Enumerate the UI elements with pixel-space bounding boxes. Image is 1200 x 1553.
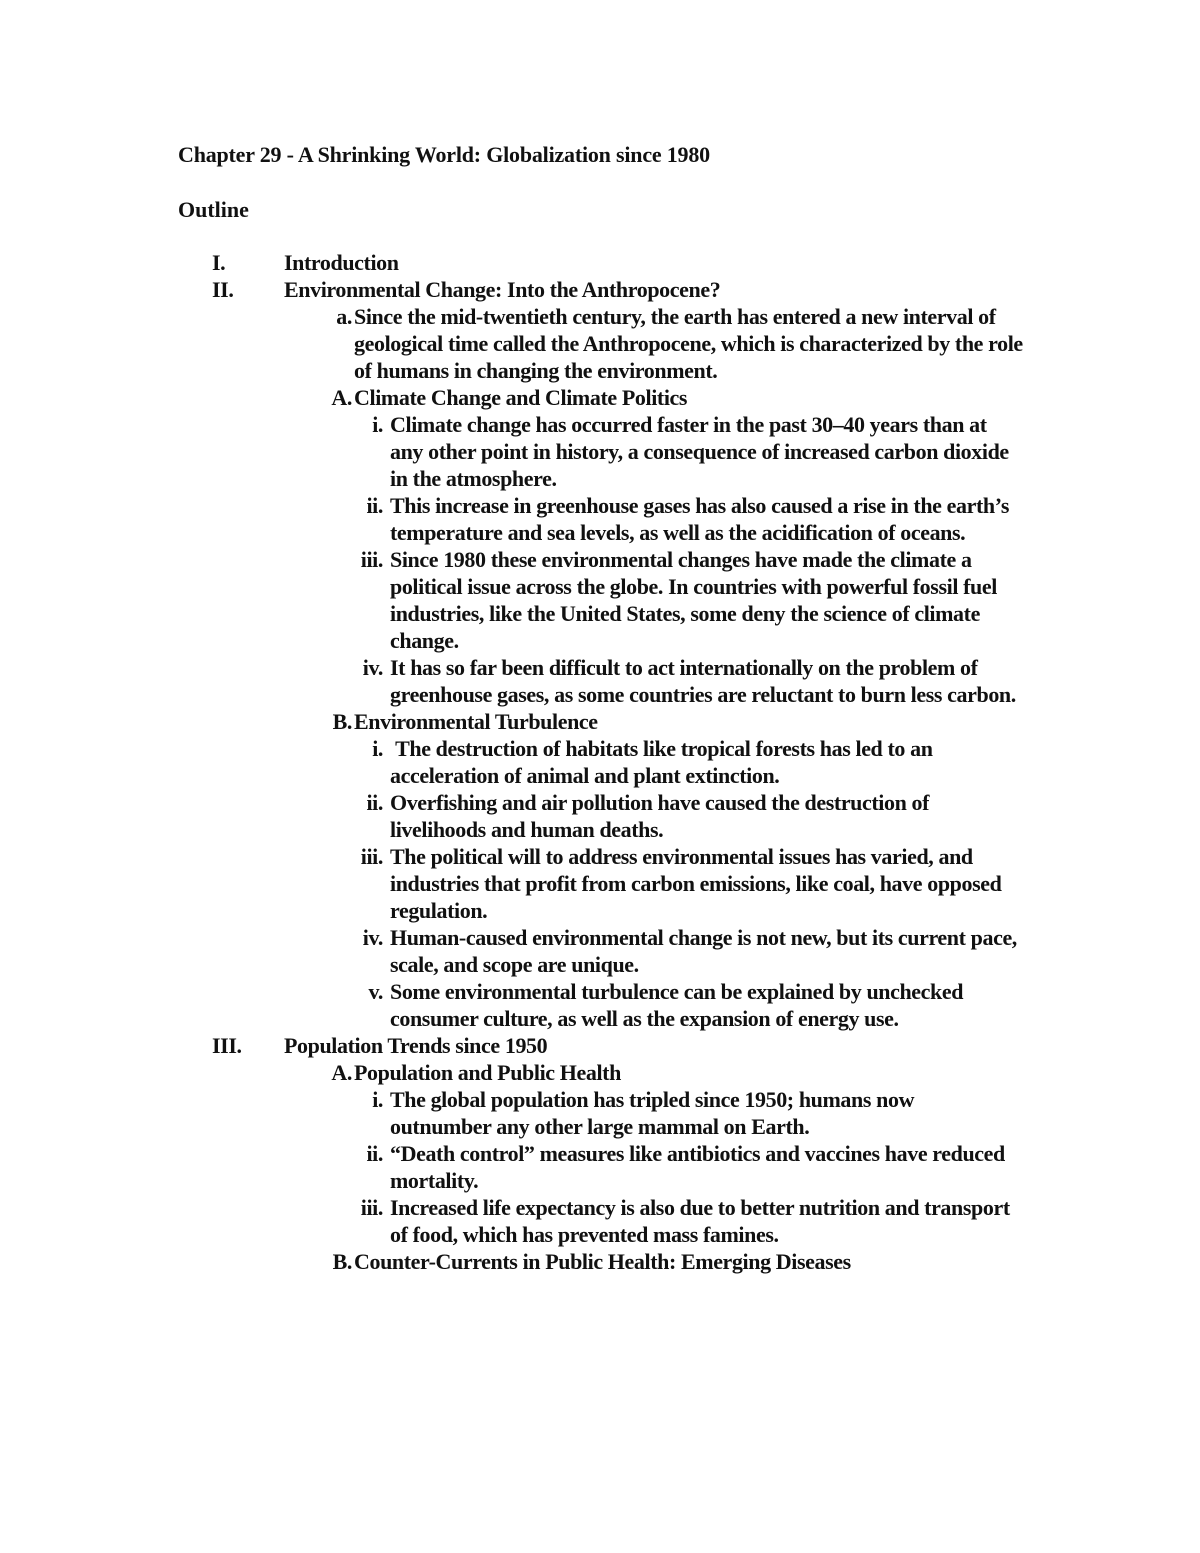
subsection-heading: Population and Public Health [354, 1060, 621, 1085]
point-marker: i. [372, 736, 383, 761]
outline-list [0, 249, 1200, 1275]
section-heading: Introduction [284, 250, 399, 275]
outline-point [0, 1194, 1200, 1248]
outline-point [0, 978, 1200, 1032]
outline-point [0, 1086, 1200, 1140]
subsection-heading: Climate Change and Climate Politics [354, 385, 688, 410]
subsection-marker: B. [332, 1249, 352, 1274]
outline-point [0, 492, 1200, 546]
outline-point [0, 1140, 1200, 1194]
point-text: Some environmental turbulence can be explained by unchecked consumer culture, as well as the expansion of energy use. [390, 979, 964, 1031]
subsection-emerging-diseases [0, 1248, 1200, 1275]
point-text: Since 1980 these environmental changes have made the climate a political issue across the globe. In countries with powerful fossil fuel industries, like the United States, some deny the science of climate change. [390, 547, 997, 653]
point-marker: ii. [366, 790, 383, 815]
point-marker: iv. [362, 655, 383, 680]
outline-point [0, 735, 1200, 789]
subsection-marker: B. [332, 709, 352, 734]
subsection-climate-change [0, 384, 1200, 411]
point-marker: v. [368, 979, 383, 1004]
point-text: The destruction of habitats like tropical forests has led to an acceleration of animal and plant extinction. [390, 736, 938, 788]
subsection-heading: Environmental Turbulence [354, 709, 598, 734]
outline-point [0, 411, 1200, 492]
point-text: Human-caused environmental change is not new, but its current pace, scale, and scope are unique. [390, 925, 1017, 977]
subsection-environmental-turbulence [0, 708, 1200, 735]
point-text: The global population has tripled since 1950; humans now outnumber any other large mammal on Earth. [390, 1087, 915, 1139]
point-text: It has so far been difficult to act internationally on the problem of greenhouse gases, as some countries are reluctant to burn less carbon. [390, 655, 1016, 707]
outline-point [0, 924, 1200, 978]
point-text: Overfishing and air pollution have caused the destruction of livelihoods and human deaths. [390, 790, 930, 842]
point-marker: ii. [366, 1141, 383, 1166]
item-marker: a. [336, 304, 352, 329]
section-population-trends [0, 1032, 1200, 1059]
outline-heading: Outline [178, 197, 249, 222]
outline-point [0, 654, 1200, 708]
point-marker: ii. [366, 493, 383, 518]
point-text: Climate change has occurred faster in the past 30–40 years than at any other point in history, a consequence of increased carbon dioxide in the atmosphere. [390, 412, 1009, 491]
item-text: Since the mid-twentieth century, the earth has entered a new interval of geological time called the Anthropocene, which is characterized by the role of humans in changing the environment. [354, 304, 1023, 383]
outline-point [0, 789, 1200, 843]
point-marker: iii. [360, 1195, 383, 1220]
outline-point [0, 843, 1200, 924]
subsection-heading: Counter-Currents in Public Health: Emerging Diseases [354, 1249, 851, 1274]
section-marker: III. [212, 1033, 242, 1058]
point-marker: i. [372, 412, 383, 437]
point-text: “Death control” measures like antibiotics and vaccines have reduced mortality. [390, 1141, 1005, 1193]
subsection-marker: A. [331, 1060, 352, 1085]
outline-point [0, 546, 1200, 654]
section-marker: I. [212, 250, 226, 275]
section-heading: Environmental Change: Into the Anthropocene? [284, 277, 721, 302]
point-text: Increased life expectancy is also due to better nutrition and transport of food, which has prevented mass famines. [390, 1195, 1010, 1247]
section-introduction [0, 249, 1200, 276]
point-marker: i. [372, 1087, 383, 1112]
outline-item [0, 303, 1200, 384]
section-environmental-change [0, 276, 1200, 303]
subsection-marker: A. [331, 385, 352, 410]
page-title: Chapter 29 - A Shrinking World: Globalization since 1980 [178, 142, 710, 167]
point-text: The political will to address environmental issues has varied, and industries that profit from carbon emissions, like coal, have opposed regulation. [390, 844, 1002, 923]
section-marker: II. [212, 277, 234, 302]
point-marker: iii. [360, 547, 383, 572]
subsection-population-health [0, 1059, 1200, 1086]
point-marker: iii. [360, 844, 383, 869]
point-text: This increase in greenhouse gases has also caused a rise in the earth’s temperature and sea levels, as well as the acidification of oceans. [390, 493, 1009, 545]
section-heading: Population Trends since 1950 [284, 1033, 548, 1058]
point-marker: iv. [362, 925, 383, 950]
